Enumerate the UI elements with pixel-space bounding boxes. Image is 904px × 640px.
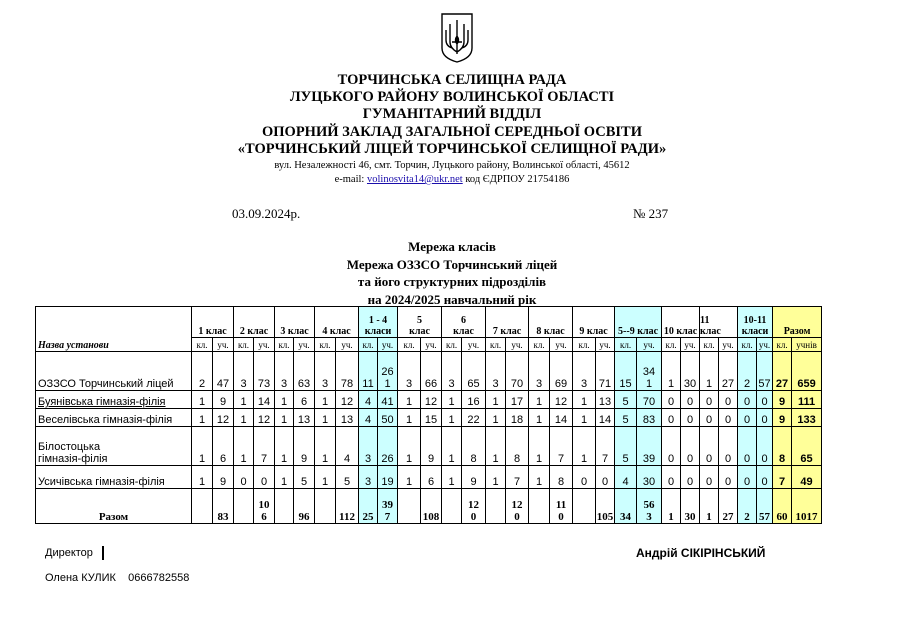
data-cell: 39 <box>637 427 662 466</box>
data-cell: 13 <box>596 391 615 409</box>
data-cell: 30 <box>681 352 700 391</box>
class-group-header: 3 клас <box>275 307 315 338</box>
data-cell: 57 <box>757 352 773 391</box>
data-cell: 0 <box>573 466 596 489</box>
data-cell: 1 <box>442 391 462 409</box>
data-cell: 6 <box>294 391 315 409</box>
data-cell: 1 <box>662 352 681 391</box>
table-row <box>36 466 822 489</box>
data-cell: 1 <box>398 391 421 409</box>
data-cell: 8 <box>550 466 573 489</box>
title-line-2: Мережа ОЗЗСО Торчинський ліцей <box>346 257 558 272</box>
data-cell: 9 <box>773 409 792 427</box>
data-cell: 13 <box>336 409 359 427</box>
data-cell: 0 <box>662 466 681 489</box>
data-cell: 1 <box>573 427 596 466</box>
total-cell: 83 <box>213 489 234 524</box>
data-cell: 1 <box>529 391 550 409</box>
class-group-header: 1 клас <box>192 307 234 338</box>
data-cell: 0 <box>596 466 615 489</box>
data-cell: 14 <box>550 409 573 427</box>
data-cell: 0 <box>700 466 719 489</box>
total-cell <box>529 489 550 524</box>
document-number: № 237 <box>633 206 669 221</box>
data-cell: 3 <box>359 427 378 466</box>
data-cell: 14 <box>596 409 615 427</box>
subheader-cell: уч. <box>757 338 773 352</box>
data-cell: 12 <box>254 409 275 427</box>
class-group-header: 5--9 клас <box>615 307 662 338</box>
data-cell: 0 <box>700 427 719 466</box>
class-group-header: 6 клас <box>442 307 486 338</box>
data-cell: 4 <box>359 409 378 427</box>
data-cell: 5 <box>294 466 315 489</box>
title-line-4: на 2024/2025 навчальний рік <box>367 292 537 307</box>
data-cell: 1 <box>529 466 550 489</box>
data-cell: 0 <box>681 427 700 466</box>
data-cell: 66 <box>421 352 442 391</box>
total-cell: 112 <box>336 489 359 524</box>
data-cell: 9 <box>213 466 234 489</box>
email-link[interactable]: volinosvita14@ukr.net <box>366 174 463 185</box>
total-cell: 1017 <box>792 489 822 524</box>
class-group-header: 2 клас <box>234 307 275 338</box>
data-cell: 9 <box>294 427 315 466</box>
text-cursor <box>102 546 104 560</box>
data-cell: 0 <box>719 409 738 427</box>
data-cell: 9 <box>462 466 486 489</box>
total-cell: 10 6 <box>254 489 275 524</box>
header-line-2: ЛУЦЬКОГО РАЙОНУ ВОЛИНСЬКОЇ ОБЛАСТІ <box>289 89 615 105</box>
data-cell: 133 <box>792 409 822 427</box>
data-cell: 1 <box>315 391 336 409</box>
data-cell: 12 <box>336 391 359 409</box>
data-cell: 6 <box>421 466 442 489</box>
data-cell: 5 <box>615 391 637 409</box>
data-cell: 7 <box>550 427 573 466</box>
data-cell: 5 <box>615 427 637 466</box>
data-cell: 17 <box>506 391 529 409</box>
data-cell: 8 <box>462 427 486 466</box>
director-label: Директор <box>45 547 93 559</box>
total-cell: 12 0 <box>506 489 529 524</box>
data-cell: 1 <box>486 427 506 466</box>
subheader-cell: уч. <box>506 338 529 352</box>
subheader-cell: уч. <box>550 338 573 352</box>
data-cell: 0 <box>738 391 757 409</box>
subheader-cell: уч. <box>294 338 315 352</box>
subheader-cell: кл. <box>529 338 550 352</box>
subheader-cell: учнів <box>792 338 822 352</box>
title-line-3: та його структурних підрозділів <box>357 274 547 289</box>
data-cell: 3 <box>275 352 294 391</box>
data-cell: 41 <box>378 391 398 409</box>
data-cell: 1 <box>315 466 336 489</box>
total-cell: 108 <box>421 489 442 524</box>
data-cell: 0 <box>719 391 738 409</box>
total-cell: 27 <box>719 489 738 524</box>
data-cell: 3 <box>529 352 550 391</box>
total-cell: 34 <box>615 489 637 524</box>
total-cell: 105 <box>596 489 615 524</box>
data-cell: 9 <box>773 391 792 409</box>
data-cell: 1 <box>573 409 596 427</box>
class-group-header: 9 клас <box>573 307 615 338</box>
subheader-cell: уч. <box>213 338 234 352</box>
coat-of-arms-emblem <box>440 12 474 64</box>
data-cell: 14 <box>254 391 275 409</box>
subheader-cell: кл. <box>442 338 462 352</box>
data-cell: 63 <box>294 352 315 391</box>
header-line-4: ОПОРНИЙ ЗАКЛАД ЗАГАЛЬНОЇ СЕРЕДНЬОЇ ОСВІТИ <box>261 124 643 140</box>
data-cell: 13 <box>294 409 315 427</box>
data-cell: 19 <box>378 466 398 489</box>
data-cell: 1 <box>275 466 294 489</box>
data-cell: 3 <box>359 466 378 489</box>
table-row <box>36 409 822 427</box>
data-cell: 65 <box>462 352 486 391</box>
data-cell: 49 <box>792 466 822 489</box>
data-cell: 1 <box>192 466 213 489</box>
school-name: Веселівська гімназія-філія <box>36 409 192 427</box>
school-name: Усичівська гімназія-філія <box>36 466 192 489</box>
table-row <box>36 391 822 409</box>
subheader-cell: кл. <box>398 338 421 352</box>
data-cell: 5 <box>336 466 359 489</box>
data-cell: 0 <box>757 391 773 409</box>
subheader-cell: кл. <box>738 338 757 352</box>
data-cell: 1 <box>442 427 462 466</box>
total-cell: 96 <box>294 489 315 524</box>
data-cell: 1 <box>275 409 294 427</box>
total-cell: 11 0 <box>550 489 573 524</box>
data-cell: 0 <box>681 409 700 427</box>
data-cell: 0 <box>662 391 681 409</box>
data-cell: 1 <box>529 409 550 427</box>
subheader-cell: кл. <box>234 338 254 352</box>
data-cell: 0 <box>738 427 757 466</box>
class-group-header: 1 - 4 класи <box>359 307 398 338</box>
school-name: Білостоцька гімназія-філія <box>36 427 192 466</box>
data-cell: 1 <box>700 352 719 391</box>
data-cell: 0 <box>254 466 275 489</box>
header-line-5: «ТОРЧИНСЬКИЙ ЛІЦЕЙ ТОРЧИНСЬКОЇ СЕЛИЩНОЇ РАДИ» <box>237 141 667 157</box>
data-cell: 9 <box>213 391 234 409</box>
data-cell: 70 <box>637 391 662 409</box>
data-cell: 26 1 <box>378 352 398 391</box>
name-header: Назва установи <box>36 307 192 352</box>
data-cell: 1 <box>234 427 254 466</box>
data-cell: 7 <box>506 466 529 489</box>
data-cell: 34 1 <box>637 352 662 391</box>
data-cell: 0 <box>681 391 700 409</box>
data-cell: 6 <box>213 427 234 466</box>
data-cell: 2 <box>738 352 757 391</box>
data-cell: 50 <box>378 409 398 427</box>
total-cell <box>442 489 462 524</box>
subheader-cell: уч. <box>719 338 738 352</box>
total-cell <box>486 489 506 524</box>
data-cell: 78 <box>336 352 359 391</box>
director-name: Андрій СІКІРІНСЬКИЙ <box>636 546 766 560</box>
data-cell: 7 <box>254 427 275 466</box>
subheader-cell: кл. <box>615 338 637 352</box>
title-line-1: Мережа класів <box>408 239 496 254</box>
data-cell: 27 <box>719 352 738 391</box>
class-group-header: 11 клас <box>700 307 738 338</box>
data-cell: 30 <box>637 466 662 489</box>
total-cell: 1 <box>662 489 681 524</box>
subheader-cell: кл. <box>773 338 792 352</box>
data-cell: 4 <box>615 466 637 489</box>
class-group-header: 7 клас <box>486 307 529 338</box>
data-cell: 0 <box>738 409 757 427</box>
document-date: 03.09.2024р. <box>232 206 301 221</box>
data-cell: 1 <box>442 466 462 489</box>
data-cell: 47 <box>213 352 234 391</box>
email-line <box>0 173 904 186</box>
data-cell: 1 <box>315 409 336 427</box>
data-cell: 27 <box>773 352 792 391</box>
data-cell: 0 <box>234 466 254 489</box>
class-network-table <box>35 306 822 524</box>
data-cell: 0 <box>757 409 773 427</box>
data-cell: 1 <box>192 409 213 427</box>
data-cell: 70 <box>506 352 529 391</box>
class-group-header: 8 клас <box>529 307 573 338</box>
data-cell: 3 <box>315 352 336 391</box>
data-cell: 12 <box>421 391 442 409</box>
data-cell: 8 <box>506 427 529 466</box>
data-cell: 4 <box>359 391 378 409</box>
data-cell: 9 <box>421 427 442 466</box>
header-line-3: ГУМАНІТАРНИЙ ВІДДІЛ <box>362 106 542 122</box>
header-line-1: ТОРЧИНСЬКА СЕЛИЩНА РАДА <box>337 72 567 88</box>
subheader-cell: кл. <box>662 338 681 352</box>
data-cell: 3 <box>442 352 462 391</box>
data-cell: 83 <box>637 409 662 427</box>
data-cell: 7 <box>596 427 615 466</box>
total-cell: 39 7 <box>378 489 398 524</box>
data-cell: 71 <box>596 352 615 391</box>
data-cell: 1 <box>486 409 506 427</box>
data-cell: 12 <box>213 409 234 427</box>
subheader-cell: кл. <box>315 338 336 352</box>
subheader-cell: уч. <box>637 338 662 352</box>
data-cell: 1 <box>398 466 421 489</box>
total-row <box>36 489 822 524</box>
data-cell: 15 <box>421 409 442 427</box>
subheader-cell: кл. <box>359 338 378 352</box>
data-cell: 3 <box>398 352 421 391</box>
data-cell: 3 <box>573 352 596 391</box>
data-cell: 0 <box>757 466 773 489</box>
data-cell: 1 <box>486 466 506 489</box>
data-cell: 73 <box>254 352 275 391</box>
data-cell: 0 <box>719 466 738 489</box>
total-cell: 1 <box>700 489 719 524</box>
data-cell: 65 <box>792 427 822 466</box>
data-cell: 0 <box>719 427 738 466</box>
total-label: Разом <box>36 489 192 524</box>
school-name: ОЗЗСО Торчинський ліцей <box>36 352 192 391</box>
total-cell <box>275 489 294 524</box>
data-cell: 0 <box>662 409 681 427</box>
total-cell: 12 0 <box>462 489 486 524</box>
subheader-cell: уч. <box>596 338 615 352</box>
data-cell: 12 <box>550 391 573 409</box>
data-cell: 0 <box>681 466 700 489</box>
data-cell: 1 <box>486 391 506 409</box>
class-group-header: 10 клас <box>662 307 700 338</box>
email-prefix: e-mail: <box>334 174 367 185</box>
data-cell: 1 <box>234 409 254 427</box>
total-cell <box>234 489 254 524</box>
subheader-cell: уч. <box>336 338 359 352</box>
data-cell: 5 <box>615 409 637 427</box>
data-cell: 0 <box>757 427 773 466</box>
data-cell: 7 <box>773 466 792 489</box>
subheader-cell: кл. <box>700 338 719 352</box>
class-group-header: 5 клас <box>398 307 442 338</box>
data-cell: 1 <box>275 391 294 409</box>
data-cell: 1 <box>275 427 294 466</box>
contact-line: Олена КУЛИК 0666782558 <box>45 572 190 584</box>
data-cell: 3 <box>234 352 254 391</box>
class-group-header: Разом <box>773 307 822 338</box>
total-cell <box>315 489 336 524</box>
subheader-cell: уч. <box>378 338 398 352</box>
data-cell: 4 <box>336 427 359 466</box>
total-cell: 2 <box>738 489 757 524</box>
table-row <box>36 427 822 466</box>
data-cell: 15 <box>615 352 637 391</box>
data-cell: 0 <box>738 466 757 489</box>
data-cell: 11 <box>359 352 378 391</box>
data-cell: 22 <box>462 409 486 427</box>
total-cell: 60 <box>773 489 792 524</box>
total-cell <box>398 489 421 524</box>
data-cell: 1 <box>398 409 421 427</box>
subheader-cell: уч. <box>462 338 486 352</box>
data-cell: 26 <box>378 427 398 466</box>
subheader-cell: кл. <box>192 338 213 352</box>
class-group-header: 4 клас <box>315 307 359 338</box>
total-cell <box>192 489 213 524</box>
data-cell: 3 <box>486 352 506 391</box>
total-cell: 56 3 <box>637 489 662 524</box>
data-cell: 659 <box>792 352 822 391</box>
data-cell: 1 <box>442 409 462 427</box>
data-cell: 0 <box>700 391 719 409</box>
subheader-cell: кл. <box>573 338 596 352</box>
total-cell: 30 <box>681 489 700 524</box>
data-cell: 0 <box>662 427 681 466</box>
subheader-cell: уч. <box>421 338 442 352</box>
subheader-cell: кл. <box>275 338 294 352</box>
edrpou-code: код ЄДРПОУ 21754186 <box>462 174 570 185</box>
data-cell: 69 <box>550 352 573 391</box>
data-cell: 1 <box>573 391 596 409</box>
total-cell: 25 <box>359 489 378 524</box>
subheader-cell: кл. <box>486 338 506 352</box>
subheader-cell: уч. <box>254 338 275 352</box>
data-cell: 1 <box>192 427 213 466</box>
subheader-cell: уч. <box>681 338 700 352</box>
address-line: вул. Незалежності 46, смт. Торчин, Луцького району, Волинської області, 45612 <box>274 160 630 171</box>
total-cell: 57 <box>757 489 773 524</box>
data-cell: 16 <box>462 391 486 409</box>
data-cell: 1 <box>192 391 213 409</box>
data-cell: 18 <box>506 409 529 427</box>
table-row <box>36 352 822 391</box>
data-cell: 1 <box>234 391 254 409</box>
class-group-header: 10-11 класи <box>738 307 773 338</box>
total-cell <box>573 489 596 524</box>
data-cell: 8 <box>773 427 792 466</box>
data-cell: 0 <box>700 409 719 427</box>
data-cell: 1 <box>529 427 550 466</box>
school-name: Буянівська гімназія-філія <box>36 391 192 409</box>
data-cell: 2 <box>192 352 213 391</box>
data-cell: 111 <box>792 391 822 409</box>
data-cell: 1 <box>398 427 421 466</box>
data-cell: 1 <box>315 427 336 466</box>
